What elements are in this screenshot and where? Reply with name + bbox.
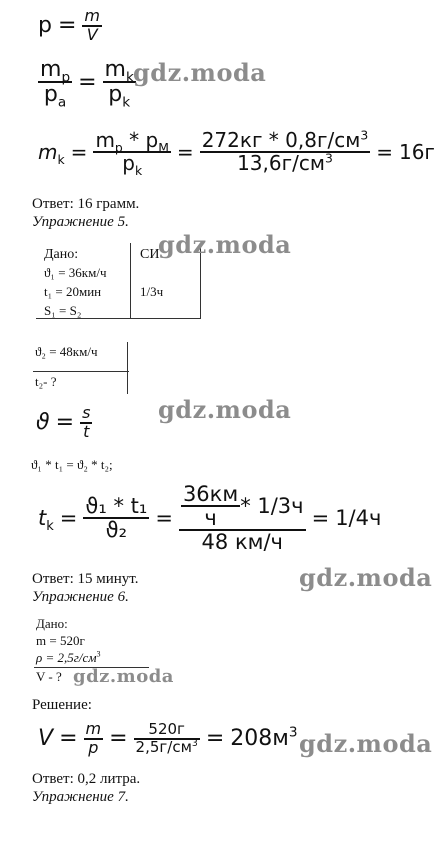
fraction-numeric (200, 127, 371, 175)
equals-sign: = (176, 140, 194, 164)
fraction-numerator: 520г (134, 722, 200, 740)
answer-text: Ответ: 16 грамм. (32, 196, 140, 212)
given-line: V - ? (36, 669, 62, 684)
fraction-denominator: $13,6г/см^3$ (237, 150, 333, 175)
equals-sign: = (155, 506, 173, 531)
fraction-denominator: 48 км/ч (201, 530, 283, 555)
watermark-logo: gdz.moda (158, 395, 292, 424)
watermark-logo: gdz.moda (133, 58, 267, 87)
given-line: ϑ₂ = 48км/ч (35, 344, 98, 359)
given-title: Дано: (44, 247, 79, 262)
watermark-logo: gdz.moda (73, 666, 174, 687)
given-line: t₁ = 20мин (44, 284, 102, 299)
formula-speed (36, 405, 92, 441)
si-title: СИ (140, 247, 160, 262)
equals-sign: = (78, 69, 97, 95)
given-line: m = 520г (36, 633, 85, 648)
answer-text: Ответ: 0,2 литра. (32, 771, 141, 787)
given-line: $\rho = 2,5г/см^3$ (36, 649, 101, 665)
fraction-numerator: $m_k$ (104, 57, 134, 86)
fraction-denominator: p (88, 737, 99, 757)
inner-numerator: 36км (182, 482, 239, 506)
table-divider (33, 371, 129, 372)
inner-denominator: ч (204, 506, 217, 531)
formula-lhs: $m_k$ (38, 140, 65, 167)
fraction-denominator: V (86, 24, 98, 44)
fraction-numerator: $m_p * p_M$ (95, 128, 169, 155)
given-line: ϑ₁ = 36км/ч (44, 265, 107, 280)
fraction-denominator: ϑ₂ (105, 518, 128, 543)
given-title: Дано: (36, 616, 68, 631)
formula-ratio (38, 57, 136, 111)
inner-tail: * 1/3ч (240, 494, 304, 519)
formula-result: 1/4ч (335, 506, 382, 531)
fraction-numeric (134, 722, 200, 756)
fraction-denominator: $p_a$ (43, 82, 67, 111)
formula-lhs: $t_k$ (38, 506, 54, 535)
given-table-2 (33, 342, 133, 394)
equals-sign: = (376, 140, 393, 164)
given-line: t₂- ? (35, 374, 57, 389)
fraction-denominator: t (83, 421, 90, 441)
formula-result: 16г (398, 140, 435, 164)
watermark-logo: gdz.moda (299, 729, 433, 758)
answer-text: Ответ: 15 минут. (32, 571, 139, 587)
equals-sign: = (57, 13, 77, 39)
formula-time-k (38, 483, 381, 553)
equals-sign: = (59, 506, 78, 531)
formula-lhs: ϑ (36, 410, 50, 436)
solution-label: Решение: (32, 697, 92, 713)
fraction-numerator: $m_p$ (40, 57, 71, 86)
equals-sign: = (55, 410, 75, 436)
fraction-denominator: $p_k$ (108, 82, 131, 111)
fraction-m-over-v (82, 8, 102, 44)
fraction-mp-over-pa (38, 57, 72, 111)
watermark-logo: gdz.moda (158, 230, 292, 259)
fraction-numeric (179, 483, 306, 553)
table-divider (130, 243, 131, 319)
exercise-heading: Упражнение 7. (32, 789, 129, 805)
fraction-symbolic (83, 495, 149, 541)
fraction-numerator: ϑ₁ * t₁ (85, 494, 148, 519)
inner-fraction (181, 483, 240, 529)
equals-sign: = (205, 726, 225, 752)
formula-density (38, 8, 102, 44)
formula-mass-k (38, 127, 435, 178)
table-divider (127, 342, 128, 394)
fraction-denominator: $2,5г/см^3$ (135, 737, 198, 756)
fraction-numerator: m (84, 6, 100, 25)
exercise-heading: Упражнение 6. (32, 589, 129, 605)
fraction-mk-over-pk (103, 57, 136, 111)
given-line: S₁ = S₂ (44, 303, 82, 318)
exercise-heading: Упражнение 5. (32, 214, 129, 230)
formula-lhs: V (38, 726, 54, 752)
table-divider (36, 318, 201, 319)
fraction-s-over-t (80, 405, 92, 441)
fraction-m-over-p (84, 721, 104, 757)
formula-volume (38, 721, 298, 757)
formula-density-lhs: p (38, 13, 52, 39)
equals-sign: = (59, 726, 78, 752)
watermark-logo: gdz.moda (299, 563, 433, 592)
formula-result: $208м^3$ (230, 724, 298, 752)
fraction-numerator: s (82, 403, 91, 422)
fraction-numerator: $272кг * 0,8г/см^3$ (201, 127, 369, 152)
fraction-denominator: $p_k$ (122, 151, 143, 178)
fraction-symbolic (93, 128, 170, 178)
fraction-numerator: m (85, 719, 102, 738)
equals-sign: = (311, 506, 330, 531)
si-value: 1/3ч (140, 284, 164, 299)
equals-sign: = (109, 726, 128, 752)
relation-line: ϑ₁ * t₁ = ϑ₂ * t₂; (31, 457, 113, 472)
fraction-numerator (179, 483, 306, 531)
equals-sign: = (70, 140, 88, 164)
